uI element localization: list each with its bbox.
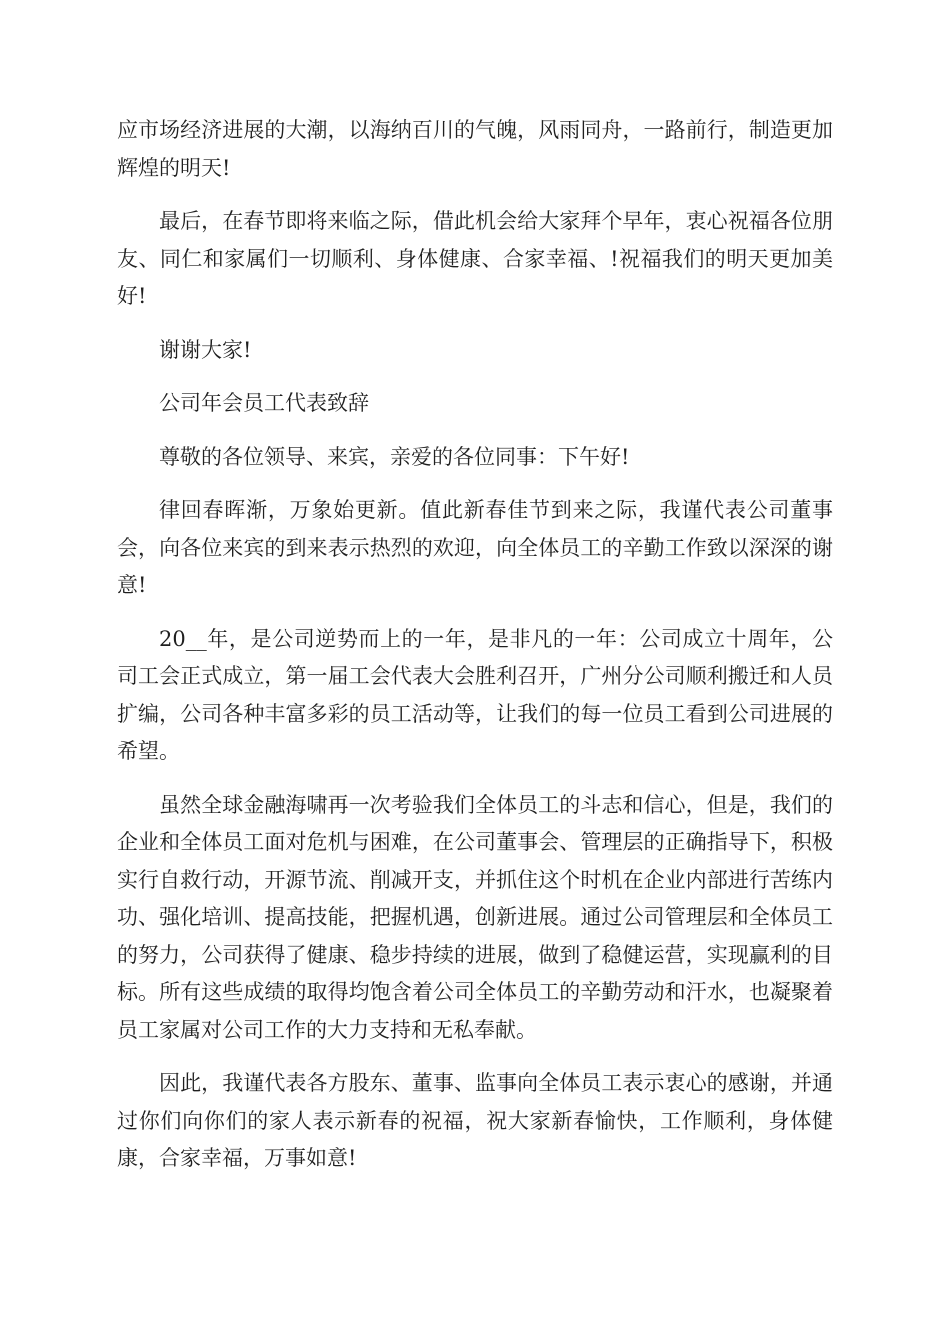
section-title: 公司年会员工代表致辞 <box>159 391 369 415</box>
paragraph-year-review: 20__年，是公司逆势而上的一年，是非凡的一年：公司成立十周年，公司工会正式成立，第一届工会代表大会胜利召开，广州分公司顺利搬迁和人员扩编，公司各种丰富多彩的员工活动等，让我们的每一位员工看到公司进展的希望。 <box>117 626 833 763</box>
paragraph-welcome: 律回春晖渐，万象始更新。值此新春佳节到来之际，我谨代表公司董事会，向各位来宾的到来表示热烈的欢迎，向全体员工的辛勤工作致以深深的谢意! <box>117 498 833 597</box>
paragraph-crisis-response: 虽然全球金融海啸再一次考验我们全体员工的斗志和信心，但是，我们的企业和全体员工面对危机与困难，在公司董事会、管理层的正确指导下，积极实行自救行动，开源节流、削减开支，并抓住这个时机在企业内部进行苦练内功、强化培训、提高技能，把握机遇，创新进展。通过公司管理层和全体员工的努力，公司获得了健康、稳步持续的进展，做到了稳健运营，实现赢利的目标。所有这些成绩的取得均饱含着公司全体员工的辛勤劳动和汗水，也凝聚着员工家属对公司工作的大力支持和无私奉献。 <box>117 792 833 1042</box>
paragraph-closing-wishes: 最后，在春节即将来临之际，借此机会给大家拜个早年，衷心祝福各位朋友、同仁和家属们一切顺利、身体健康、合家幸福、!祝福我们的明天更加美好! <box>117 209 833 308</box>
paragraph-gratitude: 因此，我谨代表各方股东、董事、监事向全体员工表示衷心的感谢，并通过你们向你们的家人表示新春的祝福，祝大家新春愉快，工作顺利，身体健康，合家幸福，万事如意! <box>117 1071 833 1170</box>
paragraph-greeting: 尊敬的各位领导、来宾，亲爱的各位同事：下午好! <box>159 444 630 469</box>
paragraph-thanks: 谢谢大家! <box>159 337 252 362</box>
paragraph-continuation: 应市场经济进展的大潮，以海纳百川的气魄，风雨同舟，一路前行，制造更加辉煌的明天! <box>117 118 833 180</box>
document-page <box>117 112 833 1194</box>
